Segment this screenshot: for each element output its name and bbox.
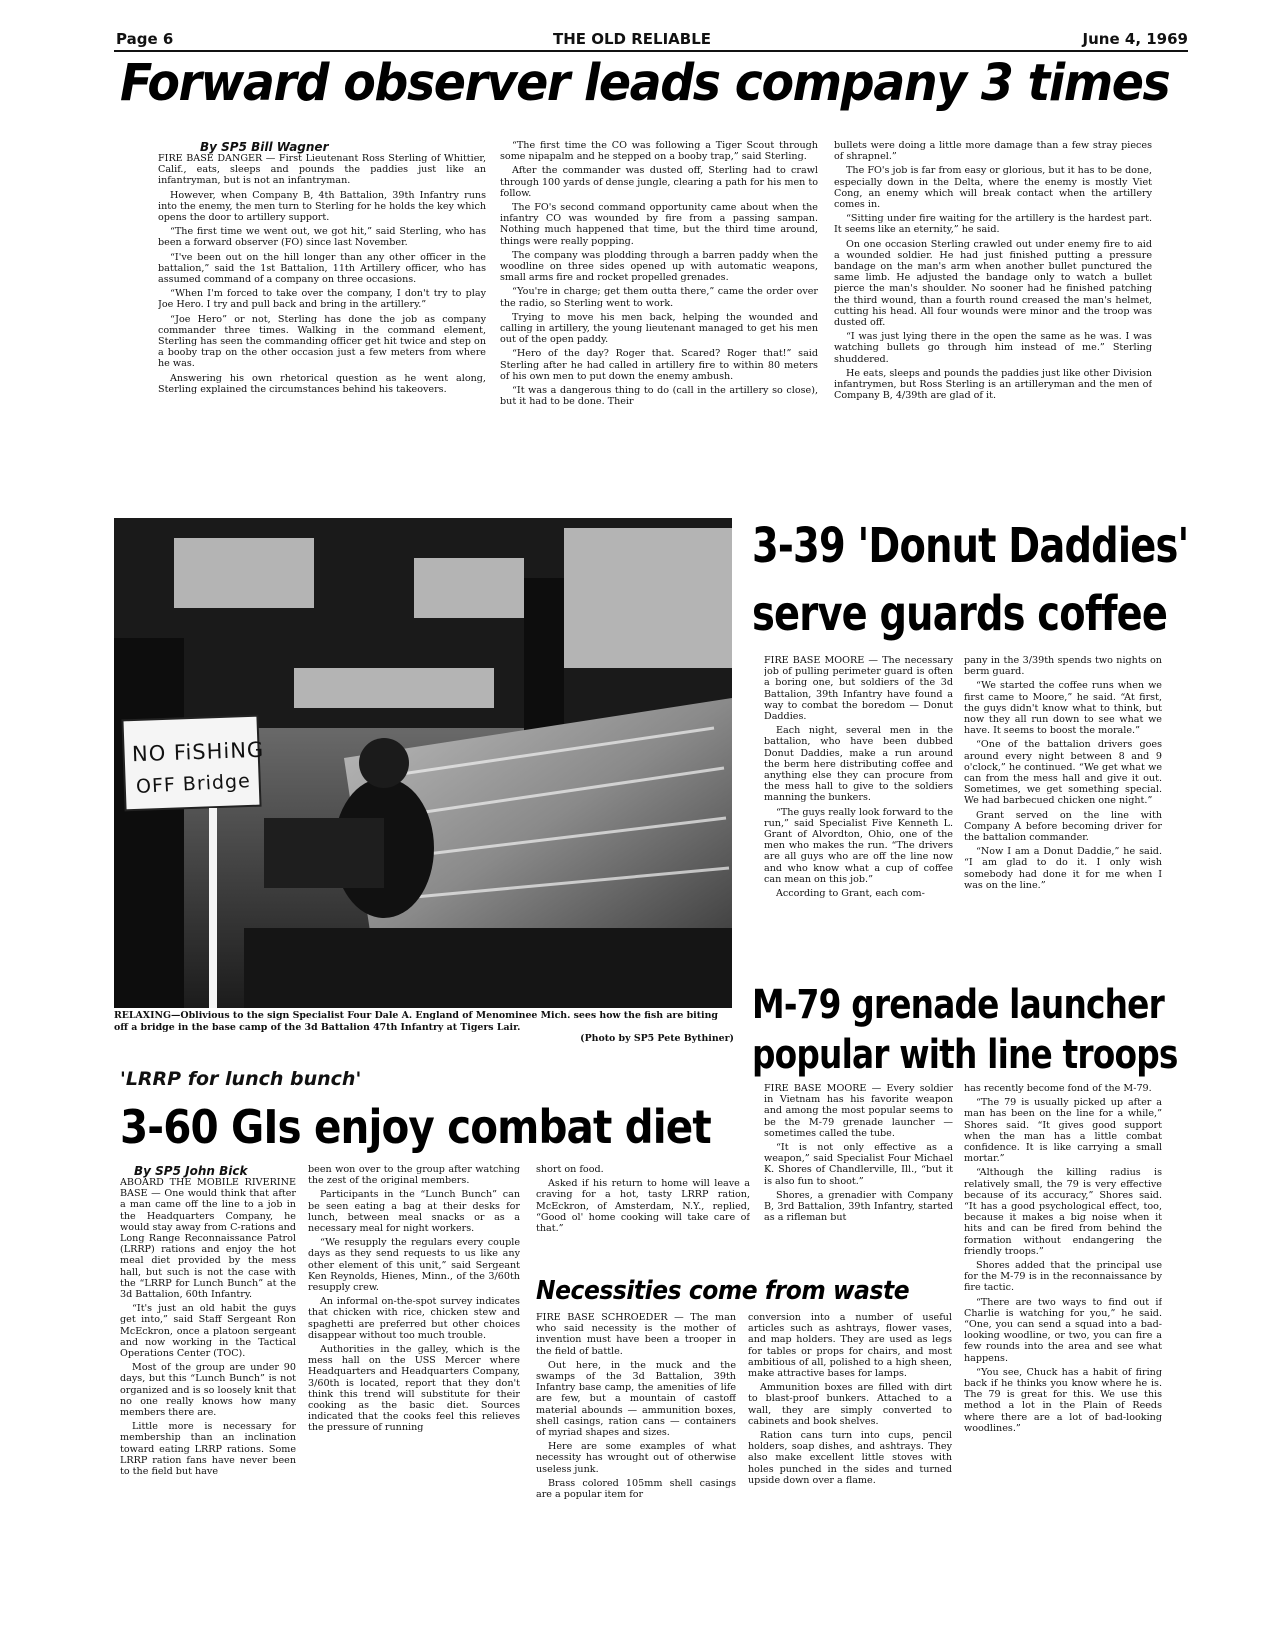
paragraph: Participants in the “Lunch Bunch” can be seen eating a bag at their desks for lunch, between meal snacks or as a necessary meal for night workers. <box>308 1189 520 1235</box>
story1-headline: Forward observer leads company 3 times <box>120 54 1170 113</box>
story2-headline-line-1: 3-39 'Donut Daddies' <box>752 518 1189 574</box>
story5-column-2 <box>748 1312 952 1635</box>
story4-kicker: 'LRRP for lunch bunch' <box>120 1068 362 1090</box>
story4-byline: By SP5 John Bick <box>134 1164 248 1178</box>
story1-column-3 <box>834 140 1152 507</box>
paragraph: “We started the coffee runs when we first came to Moore,” he said. “At first, the guys didn't know what to think, but now they all run down to see what we have. It seems to boost the morale.” <box>964 680 1162 737</box>
paper-name: THE OLD RELIABLE <box>552 30 712 48</box>
paragraph: “The first time we went out, we got hit,” said Sterling, who has been a forward observer (FO) since last November. <box>158 226 486 249</box>
paragraph: Shores, a grenadier with Company B, 3rd Battalion, 39th Infantry, started as a rifleman but <box>764 1189 953 1224</box>
paragraph: Shores added that the principal use for the M-79 is in the reconnaissance by fire tactic. <box>964 1260 1162 1294</box>
caption-text: Oblivious to the sign Specialist Four Dale A. England of Menominee Mich. sees how the fish are biting off a bridge in the base camp of the 3d Battalion 47th Infantry at Tigers Lair. <box>114 1010 718 1033</box>
paragraph: short on food. <box>536 1164 604 1175</box>
paragraph: The FO's second command opportunity came about when the infantry CO was wounded by fire from a passing sampan. Nothing much happened that time, but the third time around, things were really popping. <box>500 202 818 247</box>
paragraph: After the commander was dusted off, Sterling had to crawl through 100 yards of dense jungle, clearing a path for his men to follow. <box>500 165 818 199</box>
paragraph: Little more is necessary for membership than an inclination toward eating LRRP rations. Some LRRP ration fans have never been to the field but have <box>120 1421 296 1478</box>
paragraph: “We resupply the regulars every couple days as they send requests to us like any other element of this unit,” said Sergeant Ken Reynolds, Hienes, Minn., of the 3/60th resupply crew. <box>308 1237 520 1294</box>
paragraph: “Hero of the day? Roger that. Scared? Roger that!” said Sterling after he had called in artillery fire to within 80 meters of his own men to put down the enemy ambush. <box>500 348 818 382</box>
paragraph: “Joe Hero” or not, Sterling has done the job as company commander three times. Walking in the command element, Sterling has seen the commanding officer get hit twice and step on a booby trap on the other occasion just a few meters from where he was. <box>158 313 486 370</box>
story1-column-1 <box>158 153 486 507</box>
paragraph: Brass colored 105mm shell casings are a popular item for <box>536 1477 736 1501</box>
story4-headline: 3-60 GIs enjoy combat diet <box>120 1100 711 1154</box>
paragraph: “It is not only effective as a weapon,” said Specialist Four Michael K. Shores of Chandlerville, Ill., “but it is also fun to shoot.” <box>764 1142 953 1187</box>
story3-column-2 <box>964 1083 1162 1633</box>
story3-column-1 <box>764 1083 953 1273</box>
paragraph: However, when Company B, 4th Battalion, 39th Infantry runs into the enemy, the men turn to Sterling for he holds the key which opens the door to artillery support. <box>158 189 486 224</box>
story2-column-2 <box>964 655 1162 977</box>
paragraph: bullets were doing a little more damage than a few stray pieces of shrapnel.” <box>834 140 1152 163</box>
paragraph: Out here, in the muck and the swamps of the 3d Battalion, 39th Infantry base camp, the amenities of life are few, but a mountain of castoff material abounds — ammunition boxes, shell casings, ration cans — containers of myriad shapes and sizes. <box>536 1359 736 1439</box>
paragraph: Ammunition boxes are filled with dirt to blast-proof bunkers. Attached to a wall, they are simply converted to cabinets and book shelves. <box>748 1382 952 1427</box>
paragraph: An informal on-the-spot survey indicates that chicken with rice, chicken stew and spaghetti are preferred but other choices disappear without too much trouble. <box>308 1296 520 1341</box>
issue-date: June 4, 1969 <box>1082 30 1188 48</box>
news-photo <box>114 518 732 1008</box>
story3-headline-line-2: popular with line troops <box>752 1032 1178 1078</box>
paragraph: “It's just an old habit the guys get into,” said Staff Sergeant Ron McEckron, once a platoon sergeant and now working in the Tactical Operations Center (TOC). <box>120 1303 296 1360</box>
page-number: Page 6 <box>116 30 174 48</box>
paragraph: FIRE BASE DANGER — First Lieutenant Ross Sterling of Whittier, Calif., eats, sleeps and pounds the paddies just like an infantryman, but is not an infantryman. <box>158 153 486 187</box>
paragraph: “The first time the CO was following a Tiger Scout through some nipapalm and he stepped on a booby trap,” said Sterling. <box>500 140 818 163</box>
paragraph: The FO's job is far from easy or glorious, but it has to be done, especially down in the Delta, where the enemy is mostly Viet Cong, an enemy which will break contact when the artillery comes in. <box>834 165 1152 211</box>
paragraph: Grant served on the line with Company A before becoming driver for the battalion commander. <box>964 809 1162 844</box>
story5-headline: Necessities come from waste <box>536 1276 910 1306</box>
sign-text-line-1: NO FiSHiNG <box>131 737 265 767</box>
paragraph: Ration cans turn into cups, pencil holders, soap dishes, and ashtrays. They also make excellent little stoves with holes punched in the sides and turned upside down over a flame. <box>748 1430 952 1486</box>
paragraph: “Although the killing radius is relatively small, the 79 is very effective because of its accuracy,” Shores said. “It has a good psychological effect, too, because it makes a big noise when it hits and can be fired from behind the formation without endangering the friendly troops.” <box>964 1167 1162 1257</box>
story4-column-3 <box>536 1164 750 1268</box>
story1-column-2 <box>500 140 818 507</box>
paragraph: “The guys really look forward to the run,” said Specialist Five Kenneth L. Grant of Alvordton, Ohio, one of the men who makes the run. “The drivers are all guys who are off the line now and who know what a cup of coffee can mean on this job.” <box>764 806 953 885</box>
paragraph: Most of the group are under 90 days, but this “Lunch Bunch” is not organized and is so loosely knit that no one really knows how many members there are. <box>120 1362 296 1419</box>
story4-column-2 <box>308 1164 520 1635</box>
photo-credit: (Photo by SP5 Pete Bythiner) <box>580 1033 734 1044</box>
paragraph: “One of the battalion drivers goes around every night between 8 and 9 o'clock,” he continued. “We get what we can from the mess hall and give it out. Sometimes, we get something special. We had barbecued chicken one night.” <box>964 739 1162 807</box>
paragraph: “I've been out on the hill longer than any other officer in the battalion,” said the 1st Battalion, 11th Artillery officer, who has assumed command of a company on three occasions. <box>158 251 486 286</box>
paragraph: “When I'm forced to take over the company, I don't try to play Joe Hero. I try and pull back and bring in the artillery.” <box>158 288 486 311</box>
story2-headline-line-2: serve guards coffee <box>752 586 1168 642</box>
paragraph: FIRE BASE MOORE — Every soldier in Vietnam has his favorite weapon and among the most popular seems to be the M-79 grenade launcher — sometimes called the tube. <box>764 1083 953 1139</box>
caption-lead: RELAXING— <box>114 1010 181 1021</box>
story4-column-1 <box>120 1177 296 1635</box>
paragraph: FIRE BASE MOORE — The necessary job of pulling perimeter guard is often a boring one, but soldiers of the 3d Battalion, 39th Infantry have found a way to combat the boredom — Donut Daddies. <box>764 655 953 723</box>
paragraph: been won over to the group after watching the zest of the original members. <box>308 1164 520 1187</box>
paragraph: “You see, Chuck has a habit of firing back if he thinks you know where he is. The 79 is great for this. We use this method a lot in the Plain of Reeds where there are a lot of bad-looking woodlines.” <box>964 1366 1162 1434</box>
story5-column-1 <box>536 1312 736 1635</box>
paragraph: Trying to move his men back, helping the wounded and calling in artillery, the young lieutenant managed to get his men out of the open paddy. <box>500 311 818 346</box>
story3-headline-line-1: M-79 grenade launcher <box>752 982 1164 1028</box>
paragraph: pany in the 3/39th spends two nights on berm guard. <box>964 655 1162 678</box>
story1-byline: By SP5 Bill Wagner <box>200 140 329 154</box>
paragraph: He eats, sleeps and pounds the paddies just like other Division infantrymen, but Ross Sterling is an artilleryman and the men of Company B, 4/39th are glad of it. <box>834 367 1152 402</box>
paragraph: Each night, several men in the battalion, who have been dubbed Donut Daddies, make a run around the berm here distributing coffee and anything else they can procure from the mess hall to give to the soldiers manning the bunkers. <box>764 725 953 804</box>
paragraph: “I was just lying there in the open the same as he was. I was watching bullets go through him instead of me.” Sterling shuddered. <box>834 331 1152 365</box>
sign-text-line-2: OFF Bridge <box>135 770 252 798</box>
paragraph: conversion into a number of useful articles such as ashtrays, flower vases, and map holders. They are used as legs for tables or props for chairs, and most ambitious of all, polished to a high sheen, make attractive bases for lamps. <box>748 1312 952 1380</box>
paragraph: “Now I am a Donut Daddie,” he said. “I am glad to do it. I only wish somebody had done it for me when I was on the line.” <box>964 846 1162 891</box>
paragraph: “The 79 is usually picked up after a man has been on the line for a while,” Shores said. “It gives good support when the man has a little combat confidence. It is like carrying a small mortar.” <box>964 1097 1162 1165</box>
paragraph: Here are some examples of what necessity has wrought out of otherwise useless junk. <box>536 1441 736 1475</box>
paragraph: Answering his own rhetorical question as he went along, Sterling explained the circumstances behind his takeovers. <box>158 372 486 395</box>
paragraph: “It was a dangerous thing to do (call in the artillery so close), but it had to be done. Their <box>500 385 818 408</box>
story2-column-1 <box>764 655 953 977</box>
paragraph: “Sitting under fire waiting for the artillery is the hardest part. It seems like an eternity,” he said. <box>834 213 1152 236</box>
paragraph: ABOARD THE MOBILE RIVERINE BASE — One would think that after a man came off the line to a job in the Headquarters Company, he would stay away from C-rations and Long Range Reconnaissance Patrol (LRRP) rations and enjoy the hot meal diet provided by the mess hall, but such is not the case with the “LRRP for Lunch Bunch” at the 3d Battalion, 60th Infantry. <box>120 1177 296 1301</box>
masthead-rule <box>114 50 1188 52</box>
paragraph: FIRE BASE SCHROEDER — The man who said necessity is the mother of invention must have been a trooper in the field of battle. <box>536 1312 736 1357</box>
paragraph: On one occasion Sterling crawled out under enemy fire to aid a wounded soldier. He had just finished putting a pressure bandage on the man's arm when another bullet punctured the same limb. He adjusted the bandage only to watch a bullet pierce the man's shoulder. No sooner had he finished patching the third wound, than a fourth round creased the man's helmet, cutting his head. All four wounds were minor and the troop was dusted off. <box>834 238 1152 329</box>
paragraph: “You're in charge; get them outta there,” came the order over the radio, so Sterling went to work. <box>500 286 818 309</box>
paragraph: The company was plodding through a barren paddy when the woodline on three sides opened up with automatic weapons, small arms fire and rocket propelled grenades. <box>500 249 818 284</box>
paragraph: “There are two ways to find out if Charlie is watching for you,” he said. “One, you can send a squad into a bad-looking woodline, or two, you can fire a few rounds into the area and see what happens. <box>964 1296 1162 1364</box>
paragraph: According to Grant, each com- <box>776 888 925 900</box>
paragraph: has recently become fond of the M-79. <box>964 1083 1152 1094</box>
paragraph: Asked if his return to home will leave a craving for a hot, tasty LRRP ration, McEckron, of Amsterdam, N.Y., replied, “Good ol' home cooking will take care of that.” <box>536 1178 750 1235</box>
paragraph: Authorities in the galley, which is the mess hall on the USS Mercer where Headquarters and Headquarters Company, 3/60th is located, report that they don't think this trend will substitute for their cooking as the basic diet. Sources indicated that the cooks feel this relieves the pressure of running <box>308 1344 520 1434</box>
photo-caption <box>114 1010 734 1045</box>
